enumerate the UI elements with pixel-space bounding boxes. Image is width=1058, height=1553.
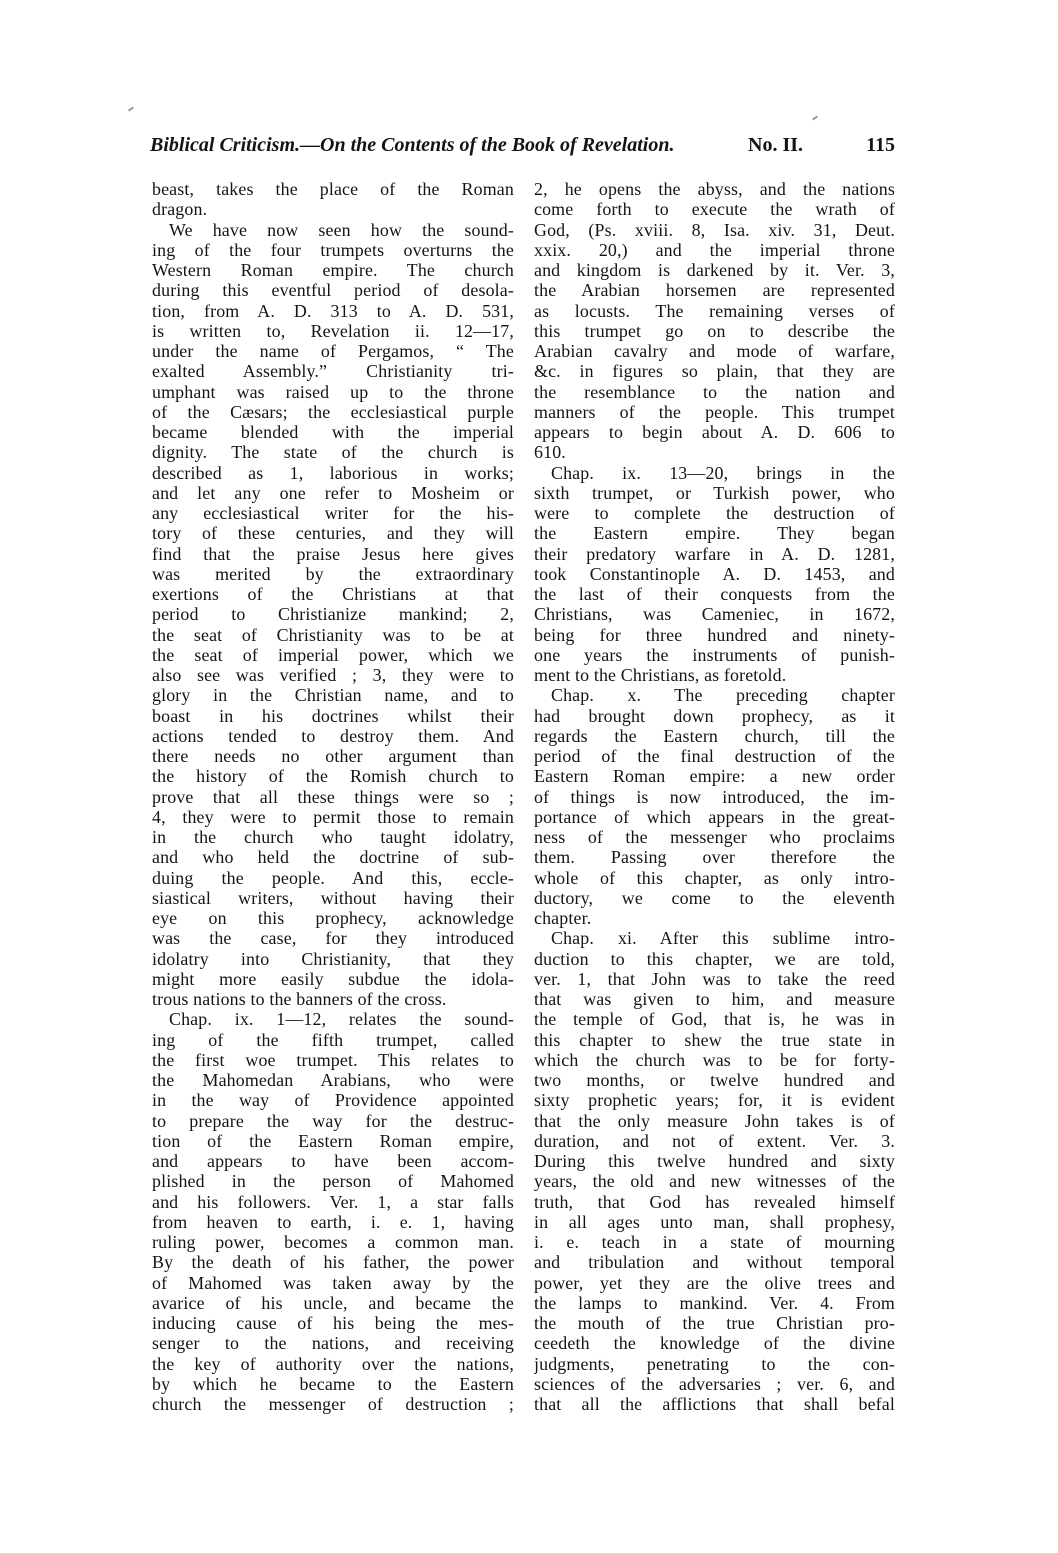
text-line: the seat of Christianity was to be at [152,624,514,645]
text-line: trous nations to the banners of the cross. [152,989,447,1009]
text-line: By the death of his father, the power [152,1252,514,1273]
text-line: had brought down prophecy, as it [534,705,895,726]
text-line: which the church was to be for forty- [534,1049,895,1070]
text-line: in all ages unto man, shall prophesy, [534,1211,895,1232]
text-line: plished in the person of Mahomed [152,1171,514,1192]
text-line: exertions of the Christians at that [152,584,514,604]
text-line: might more easily subdue the idola- [152,968,514,989]
text-line: the mouth of the true Christian pro- [534,1313,895,1333]
text-line: glory in the Christian name, and to [152,685,514,706]
text-line: one years the instruments of punish- [534,644,895,665]
text-line: actions tended to destroy them. And [152,725,514,746]
text-line: Christians, was Cameniec, in 1672, [534,604,895,625]
text-line: that the only measure John takes is of [534,1110,895,1131]
text-line: God, (Ps. xviii. 8, Isa. xiv. 31, Deut. [534,219,895,240]
text-line: ceedeth the knowledge of the divine [534,1333,895,1354]
text-line: described as 1, laborious in works; [152,462,514,483]
text-line: the last of their conquests from the [534,584,895,604]
text-line: were to complete the destruction of [534,503,895,523]
text-line: xxix. 20,) and the imperial throne [534,239,895,260]
text-line: exalted Assembly.” Christianity tri- [152,361,514,382]
text-line: church the messenger of destruction ; [152,1394,514,1414]
text-line: Western Roman empire. The church [152,260,514,280]
text-line: umphant was raised up to the throne [152,381,514,402]
text-line: 610. [534,442,566,463]
page-speck [812,115,818,120]
text-line: during this eventful period of desola- [152,280,514,301]
text-line: and who held the doctrine of sub- [152,847,514,868]
text-line: avarice of his uncle, and became the [152,1292,514,1313]
text-line: period of the final destruction of the [534,746,895,766]
text-line: dragon. [152,199,208,220]
text-line: of Mahomed was taken away by the [152,1272,514,1293]
text-line: two months, or twelve hundred and [534,1070,895,1090]
text-line: being for three hundred and ninety- [534,624,895,645]
text-line: that all the afflictions that shall befal [534,1394,895,1414]
article-number: No. II. [748,134,804,156]
text-line: took Constantinople A. D. 1453, and [534,563,895,584]
text-line: come forth to execute the wrath of [534,199,895,220]
text-line: the Eastern empire. They began [534,523,895,544]
text-line: to prepare the way for the destruc- [152,1110,514,1131]
text-line: this trumpet go on to describe the [534,320,895,341]
text-line: as locusts. The remaining verses of [534,300,895,321]
text-line: boast in his doctrines whilst their [152,705,514,726]
text-line: was the case, for they introduced [152,928,514,949]
text-line: senger to the nations, and receiving [152,1333,514,1354]
text-line: under the name of Pergamos, “ The [152,341,514,361]
text-line: ruling power, becomes a common man. [152,1232,514,1252]
text-line: portance of which appears in the great- [534,806,895,827]
text-line: was merited by the extraordinary [152,563,514,584]
page-speck [128,106,134,111]
text-line: Chap. ix. 1—12, relates the sound- [169,1009,514,1030]
text-line: eye on this prophecy, acknowledge [152,908,514,928]
text-line: in the church who taught idolatry, [152,827,514,847]
text-line: Chap. ix. 13—20, brings in the [551,462,895,483]
text-line: of the Cæsars; the ecclesiastical purple [152,401,514,422]
text-line: there needs no other argument than [152,746,514,766]
text-line: sixth trumpet, or Turkish power, who [534,482,895,503]
text-line: the Arabian horsemen are represented [534,280,895,301]
text-line: this chapter to shew the true state in [534,1029,895,1050]
text-line: idolatry into Christianity, that they [152,948,514,969]
text-line: and his followers. Ver. 1, a star falls [152,1191,514,1212]
text-line: is written to, Revelation ii. 12—17, [152,320,514,341]
text-line: prove that all these things were so ; [152,786,514,807]
text-line: truth, that God has revealed himself [534,1191,895,1212]
text-line: in the way of Providence appointed [152,1090,514,1111]
text-line: judgments, penetrating to the con- [534,1353,895,1374]
text-line: whole of this chapter, as only intro- [534,867,895,888]
text-line: and tribulation and without temporal [534,1252,895,1273]
text-line: the Mahomedan Arabians, who were [152,1070,514,1090]
text-line: chapter. [534,908,592,928]
text-line: the lamps to mankind. Ver. 4. From [534,1292,895,1313]
text-line: period to Christianize mankind; 2, [152,604,514,625]
text-line: and let any one refer to Mosheim or [152,482,514,503]
text-line: the history of the Romish church to [152,766,514,787]
text-line: and appears to have been accom- [152,1151,514,1171]
text-line: sciences of the adversaries ; ver. 6, and [534,1373,895,1394]
text-line: also see was verified ; 3, they were to [152,665,514,685]
text-line: tion, from A. D. 313 to A. D. 531, [152,300,514,321]
text-line: dignity. The state of the church is [152,442,514,463]
running-title: Biblical Criticism.—On the Contents of the Book of Revelation. [150,134,675,156]
text-line: tory of these centuries, and they will [152,523,514,544]
text-line: regards the Eastern church, till the [534,725,895,746]
text-line: ver. 1, that John was to take the reed [534,968,895,989]
text-line: any ecclesiastical writer for the his- [152,503,514,523]
text-line: ing of the fifth trumpet, called [152,1029,514,1050]
text-line: find that the praise Jesus here gives [152,543,514,564]
text-line: appears to begin about A. D. 606 to [534,422,895,442]
text-line: ing of the four trumpets overturns the [152,239,514,260]
text-line: the temple of God, that is, he was in [534,1009,895,1030]
text-line: ness of the messenger who proclaims [534,827,895,847]
text-line: of things is now introduced, the im- [534,786,895,807]
text-line: 4, they were to permit those to remain [152,806,514,827]
text-line: from heaven to earth, i. e. 1, having [152,1211,514,1232]
text-line: the key of authority over the nations, [152,1353,514,1374]
text-line: duration, and not of extent. Ver. 3. [534,1130,895,1151]
text-line: years, the old and new witnesses of the [534,1171,895,1192]
text-line: and kingdom is darkened by it. Ver. 3, [534,260,895,280]
text-line: became blended with the imperial [152,422,514,442]
text-line: duction to this chapter, we are told, [534,948,895,969]
text-line: their predatory warfare in A. D. 1281, [534,543,895,564]
text-line: them. Passing over therefore the [534,847,895,868]
text-line: Eastern Roman empire: a new order [534,766,895,787]
text-line: sixty prophetic years; for, it is evident [534,1090,895,1111]
text-line: 2, he opens the abyss, and the nations [534,179,895,199]
text-line: by which he became to the Eastern [152,1373,514,1394]
text-line: ductory, we come to the eleventh [534,887,895,908]
text-line: i. e. teach in a state of mourning [534,1232,895,1252]
text-line: beast, takes the place of the Roman [152,179,514,199]
text-line: We have now seen how the sound- [169,219,514,240]
text-line: power, yet they are the olive trees and [534,1272,895,1293]
text-line: Chap. xi. After this sublime intro- [551,928,895,949]
right-column [534,179,895,1414]
text-line: &c. in figures so plain, that they are [534,361,895,382]
text-line: ment to the Christians, as foretold. [534,665,787,685]
text-line: During this twelve hundred and sixty [534,1151,895,1171]
text-line: Chap. x. The preceding chapter [551,685,895,706]
running-header [150,134,895,164]
text-line: inducing cause of his being the mes- [152,1313,514,1333]
text-line: duing the people. And this, eccle- [152,867,514,888]
text-line: that was given to him, and measure [534,989,895,1009]
text-line: tion of the Eastern Roman empire, [152,1130,514,1151]
text-line: the resemblance to the nation and [534,381,895,402]
page-number: 115 [866,134,895,156]
text-line: the seat of imperial power, which we [152,644,514,665]
left-column [152,179,514,1414]
text-line: the first woe trumpet. This relates to [152,1049,514,1070]
text-line: manners of the people. This trumpet [534,401,895,422]
text-line: siastical writers, without having their [152,887,514,908]
text-line: Arabian cavalry and mode of warfare, [534,341,895,361]
